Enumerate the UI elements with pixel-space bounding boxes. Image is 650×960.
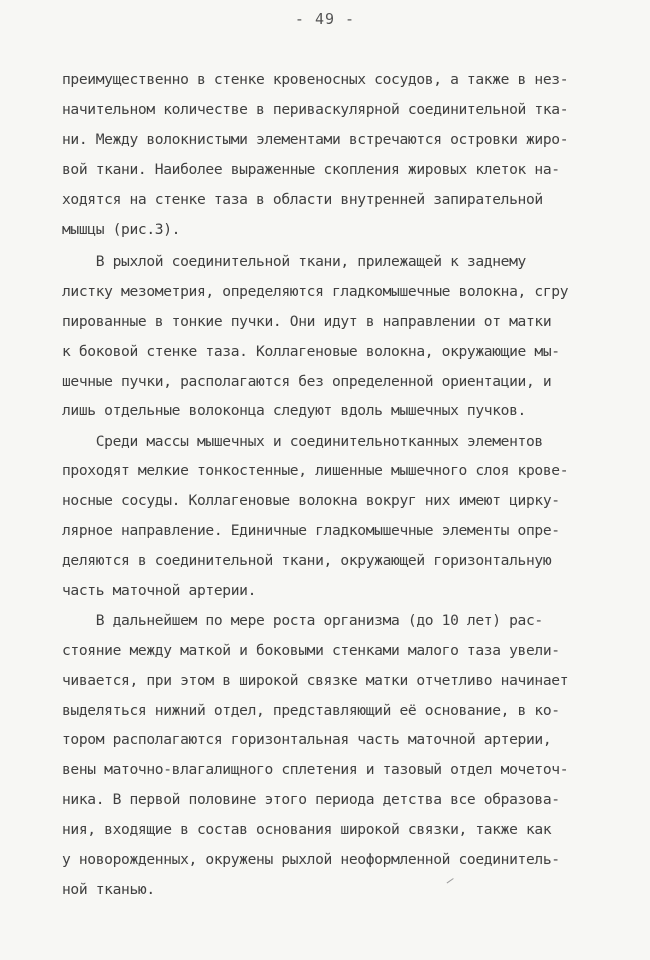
text-line-27: у новорожденных, окружены рыхлой неоформленной соединитель-	[62, 851, 560, 868]
text-line-21: чивается, при этом в широкой связке матки отчетливо начинает	[62, 672, 569, 689]
text-line-7: В рыхлой соединительной ткани, прилежащей к заднему	[62, 253, 526, 270]
text-line-5: ходятся на стенке таза в области внутренней запирательной	[62, 191, 543, 208]
text-line-4: вой ткани. Наиболее выраженные скопления жировых клеток на-	[62, 161, 560, 178]
text-line-10: к боковой стенке таза. Коллагеновые волокна, окружающие мы-	[62, 343, 560, 360]
text-line-23: тором располагаются горизонтальная часть маточной артерии,	[62, 731, 552, 748]
text-line-15: носные сосуды. Коллагеновые волокна вокруг них имеют цирку-	[62, 492, 560, 509]
text-line-26: ния, входящие в состав основания широкой связки, также как	[62, 821, 552, 838]
text-line-16: лярное направление. Единичные гладкомышечные элементы опре-	[62, 522, 560, 539]
text-line-22: выделяться нижний отдел, представляющий её основание, в ко-	[62, 702, 560, 719]
text-line-17: деляются в соединительной ткани, окружающей горизонтальную	[62, 552, 552, 569]
text-line-19: В дальнейшем по мере роста организма (до 10 лет) рас-	[62, 612, 543, 629]
text-line-1: преимущественно в стенке кровеносных сосудов, а также в нез-	[62, 71, 569, 88]
text-line-9: пированные в тонкие пучки. Они идут в направлении от матки	[62, 313, 552, 330]
text-line-20: стояние между маткой и боковыми стенками малого таза увели-	[62, 642, 560, 659]
text-line-8: листку мезометрия, определяются гладкомышечные волокна, сгру	[62, 283, 569, 300]
text-line-24: вены маточно-влагалищного сплетения и тазовый отдел мочеточ-	[62, 761, 569, 778]
text-line-11: шечные пучки, располагаются без определенной ориентации, и	[62, 373, 552, 390]
text-line-18: часть маточной артерии.	[62, 582, 257, 599]
text-line-14: проходят мелкие тонкостенные, лишенные мышечного слоя крове-	[62, 462, 569, 479]
text-line-13: Среди массы мышечных и соединительнотканных элементов	[62, 433, 543, 450]
text-line-12: лишь отдельные волоконца следуют вдоль мышечных пучков.	[62, 402, 526, 419]
text-line-28: ной тканью.	[62, 881, 155, 898]
text-line-25: ника. В первой половине этого периода детства все образова-	[62, 791, 560, 808]
page-number: - 49 -	[294, 10, 356, 28]
text-line-2: начительном количестве в периваскулярной соединительной тка-	[62, 101, 569, 118]
text-line-6: мышцы (рис.3).	[62, 221, 181, 238]
text-line-3: ни. Между волокнистыми элементами встречаются островки жиро-	[62, 131, 569, 148]
pencil-mark	[447, 878, 456, 886]
